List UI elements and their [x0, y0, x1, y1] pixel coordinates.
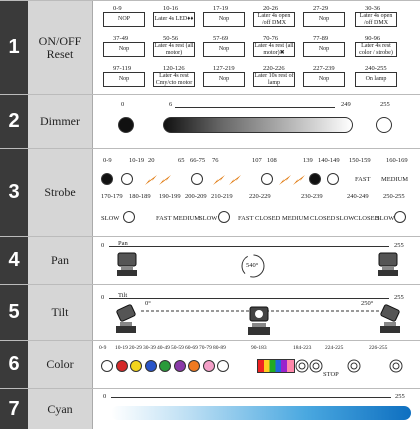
- row-number: 3: [0, 149, 28, 236]
- pan-degrees: 540°: [246, 262, 259, 269]
- reset-function-box: Nop: [203, 72, 245, 87]
- strobe-open-circle: [394, 211, 406, 223]
- color-range: 226-255: [369, 345, 388, 351]
- strobe-range: 200-209: [185, 193, 207, 200]
- strobe-range: 160-169: [386, 157, 408, 164]
- dimmer-value-6: 6: [169, 101, 173, 108]
- color-swatch: [174, 360, 186, 372]
- color-body: [92, 341, 420, 388]
- strobe-range: 250-255: [383, 193, 405, 200]
- color-rotate-icon: [389, 359, 403, 373]
- strobe-range: 65: [178, 157, 185, 164]
- strobe-open-circle: [218, 211, 230, 223]
- row-strobe: [0, 148, 420, 236]
- color-rotate-icon: [347, 359, 361, 373]
- row-number: 7: [0, 389, 28, 429]
- strobe-speed: FAST: [238, 215, 254, 222]
- strobe-range: 66-75: [190, 157, 206, 164]
- color-rotate-icon: [309, 359, 323, 373]
- color-swatch: [217, 360, 229, 372]
- tilt-start: 0: [101, 294, 105, 301]
- reset-range: 240-255: [365, 65, 387, 72]
- reset-range: 10-16: [163, 5, 179, 12]
- tilt-label: Tilt: [118, 292, 128, 299]
- strobe-speed: CLOSED: [255, 215, 281, 222]
- reset-function-box: Nop: [203, 42, 245, 57]
- reset-function-box: Later 4s LED♦♦: [153, 12, 195, 27]
- row-number: 4: [0, 237, 28, 284]
- row-label: Pan: [28, 237, 92, 284]
- strobe-range: 10-19: [129, 157, 145, 164]
- lightning-icon: [145, 175, 157, 185]
- tilt-degree-start: 0°: [145, 300, 151, 307]
- moving-head-icon: [115, 251, 139, 277]
- color-range: 224-225: [325, 345, 344, 351]
- strobe-range: 230-239: [301, 193, 323, 200]
- strobe-range: 180-189: [129, 193, 151, 200]
- reset-range: 97-119: [113, 65, 132, 72]
- reset-range: 0-9: [113, 5, 122, 12]
- arrow-icon: [109, 246, 389, 247]
- tilt-degree-end: 250°: [361, 300, 374, 307]
- cyan-body: [92, 389, 420, 429]
- strobe-open-circle: [123, 211, 135, 223]
- color-swatch: [130, 360, 142, 372]
- color-swatch: [159, 360, 171, 372]
- row-dimmer: [0, 94, 420, 148]
- pan-label: Pan: [118, 240, 128, 247]
- reset-range: 77-89: [313, 35, 329, 42]
- strobe-range: 0-9: [103, 157, 112, 164]
- dimmer-body: [92, 95, 420, 148]
- tilt-body: [92, 285, 420, 340]
- reset-function-box: Later 4s open /off DMX: [253, 12, 295, 27]
- color-range: 80-89: [213, 345, 226, 351]
- dimmer-off-circle: [118, 117, 134, 133]
- row-label: Strobe: [28, 149, 92, 236]
- strobe-speed: FAST: [355, 176, 371, 183]
- lightning-icon: [229, 175, 241, 185]
- pan-end: 255: [394, 242, 404, 249]
- reset-function-box: Later 4s rest (all motor)✖: [254, 43, 294, 56]
- dimmer-value-255: 255: [380, 101, 390, 108]
- color-range: 60-69: [185, 345, 198, 351]
- strobe-range: 210-219: [211, 193, 233, 200]
- moving-head-icon: [245, 305, 273, 337]
- reset-function-box: Later 4s rest Cmy/cto motor: [153, 72, 195, 87]
- strobe-speed: CLOSED: [310, 215, 336, 222]
- moving-head-icon: [377, 305, 403, 335]
- color-range: 50-59: [171, 345, 184, 351]
- reset-range: 57-69: [213, 35, 229, 42]
- color-rotate-icon: [295, 359, 309, 373]
- reset-grid: [92, 1, 420, 94]
- dimmer-gradient-bar: [163, 117, 353, 133]
- reset-range: 37-49: [113, 35, 129, 42]
- pan-body: [92, 237, 420, 284]
- strobe-range: 190-199: [159, 193, 181, 200]
- cyan-start: 0: [103, 393, 107, 400]
- color-range: 30-39: [143, 345, 156, 351]
- strobe-speed: MEDIUM: [173, 215, 201, 222]
- arrow-icon: [109, 298, 389, 299]
- reset-range: 127-219: [213, 65, 235, 72]
- strobe-range: 108: [267, 157, 277, 164]
- reset-range: 17-19: [213, 5, 229, 12]
- lightning-icon: [213, 175, 225, 185]
- moving-head-icon: [113, 305, 139, 335]
- strobe-speed: FAST: [156, 215, 172, 222]
- row-number: 5: [0, 285, 28, 340]
- reset-function-box: Nop: [303, 72, 345, 87]
- reset-function-box: Later 4s open /off DMX: [355, 12, 397, 27]
- strobe-speed: MEDIUM: [282, 215, 310, 222]
- row-pan: [0, 236, 420, 284]
- reset-range: 90-96: [365, 35, 381, 42]
- color-spectrum-bar: [257, 359, 295, 373]
- row-label: Tilt: [28, 285, 92, 340]
- reset-function-box: Nop: [303, 12, 345, 27]
- row-label: ON/OFF Reset: [28, 1, 92, 94]
- reset-range: 70-76: [263, 35, 279, 42]
- strobe-range: 139: [303, 157, 313, 164]
- lightning-icon: [293, 175, 305, 185]
- cyan-gradient-bar: [111, 406, 411, 420]
- row-number: 2: [0, 95, 28, 148]
- strobe-body: [92, 149, 420, 236]
- lightning-icon: [279, 175, 291, 185]
- strobe-open-circle: [191, 173, 203, 185]
- strobe-speed: CLOSED: [354, 215, 380, 222]
- color-range: 40-49: [157, 345, 170, 351]
- strobe-range: 220-229: [249, 193, 271, 200]
- row-cyan: [0, 388, 420, 429]
- strobe-range: 170-179: [101, 193, 123, 200]
- strobe-range: 107: [252, 157, 262, 164]
- color-range: 184-223: [293, 345, 312, 351]
- row-on-off-reset: [0, 0, 420, 94]
- lightning-icon: [159, 175, 171, 185]
- strobe-range: 76: [212, 157, 219, 164]
- reset-function-box: Nop: [103, 42, 145, 57]
- row-label: Dimmer: [28, 95, 92, 148]
- row-number: 1: [0, 1, 28, 94]
- row-tilt: [0, 284, 420, 340]
- moving-head-icon: [376, 251, 400, 277]
- reset-range: 120-126: [163, 65, 185, 72]
- color-range: 70-79: [199, 345, 212, 351]
- color-stop-label: STOP: [323, 371, 339, 378]
- reset-function-box: Nop: [103, 72, 145, 87]
- color-swatch: [203, 360, 215, 372]
- reset-function-box: Later 4s rest color / strobe): [355, 42, 397, 57]
- color-swatch: [145, 360, 157, 372]
- color-swatch: [116, 360, 128, 372]
- pan-start: 0: [101, 242, 105, 249]
- color-range: 10-19: [115, 345, 128, 351]
- strobe-speed: SLOW: [101, 215, 120, 222]
- reset-function-box: NOP: [103, 12, 145, 27]
- strobe-open-circle: [121, 173, 133, 185]
- reset-range: 30-36: [365, 5, 381, 12]
- strobe-open-circle: [261, 173, 273, 185]
- strobe-range: 20: [148, 157, 155, 164]
- color-range: 0-9: [99, 345, 107, 351]
- strobe-speed: SLOW: [336, 215, 355, 222]
- strobe-range: 150-159: [349, 157, 371, 164]
- color-swatch: [101, 360, 113, 372]
- reset-function-box: Nop: [203, 12, 245, 27]
- row-color: [0, 340, 420, 388]
- reset-range: 50-56: [163, 35, 179, 42]
- color-range: 90-183: [251, 345, 267, 351]
- reset-range: 20-26: [263, 5, 279, 12]
- reset-range: 27-29: [313, 5, 329, 12]
- strobe-range: 140-149: [318, 157, 340, 164]
- color-swatch: [188, 360, 200, 372]
- dimmer-value-249: 249: [341, 101, 351, 108]
- strobe-speed: MEDIUM: [381, 176, 409, 183]
- arrow-icon: [175, 107, 335, 108]
- strobe-open-circle: [327, 173, 339, 185]
- dimmer-full-circle: [376, 117, 392, 133]
- color-range: 20-29: [129, 345, 142, 351]
- reset-function-box: On lamp: [355, 72, 397, 87]
- strobe-range: 240-249: [347, 193, 369, 200]
- reset-function-box: Nop: [303, 42, 345, 57]
- cyan-end: 255: [395, 393, 405, 400]
- strobe-speed: SLOW: [199, 215, 218, 222]
- reset-range: 220-226: [263, 65, 285, 72]
- reset-range: 227-239: [313, 65, 335, 72]
- strobe-closed-circle: [309, 173, 321, 185]
- tilt-end: 255: [394, 294, 404, 301]
- reset-function-box: Later 4s rest (all motor): [154, 43, 194, 56]
- arrow-icon: [111, 397, 391, 398]
- row-label: Color: [28, 341, 92, 388]
- row-label: Cyan: [28, 389, 92, 429]
- reset-function-box: Later 10s rest of lamp: [254, 73, 294, 86]
- strobe-closed-circle: [101, 173, 113, 185]
- strobe-speed: SLOW: [376, 215, 395, 222]
- row-number: 6: [0, 341, 28, 388]
- dimmer-value-0: 0: [121, 101, 125, 108]
